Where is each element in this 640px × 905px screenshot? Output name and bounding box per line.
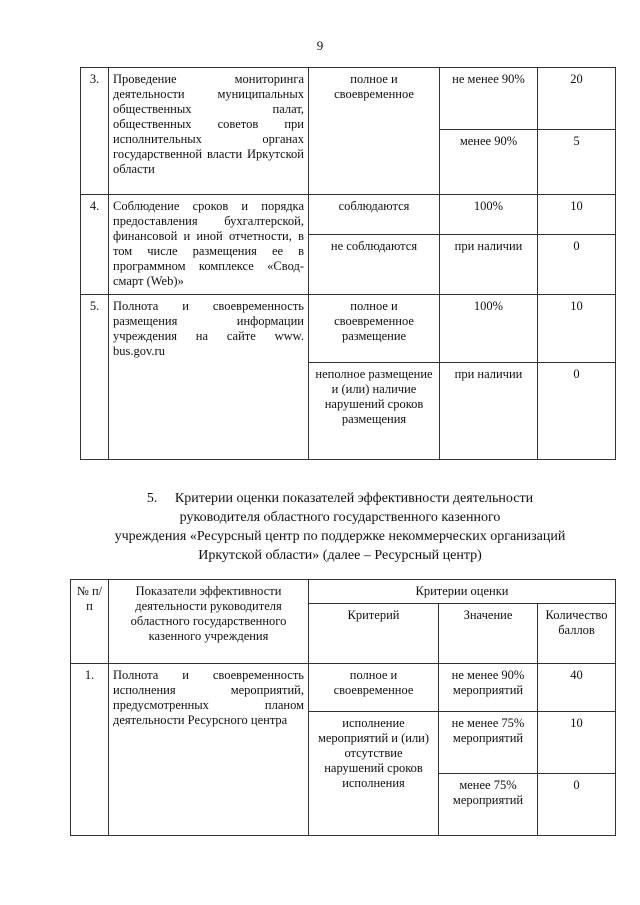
value-cell: 100% (440, 195, 538, 235)
criterion-cell: полное и своевременное размещение (309, 295, 440, 363)
value-cell: 100% (440, 295, 538, 363)
table-row (71, 664, 616, 712)
header-row (71, 580, 616, 604)
criterion-cell: полное и своевременное (309, 664, 439, 712)
section-heading-line: 5. Критерии оценки показателей эффективности деятельности (146, 491, 534, 506)
value-cell: менее 75% мероприятий (439, 774, 538, 836)
points-cell: 0 (538, 363, 616, 460)
points-cell: 10 (538, 295, 616, 363)
criterion-cell: исполнение мероприятий и (или) отсутствие нарушений сроков исполнения (309, 712, 439, 836)
points-cell: 10 (538, 195, 616, 235)
row-number: 5. (81, 295, 109, 460)
table-row (81, 195, 616, 235)
indicator-text: Полнота и своевременность размещения информации учреждения на сайте www. bus.gov.ru (109, 295, 309, 460)
page-number: 9 (316, 38, 324, 53)
header-indicator: Показатели эффективности деятельности руководителя областного государственного казенного учреждения (109, 580, 309, 664)
header-points: Количество баллов (538, 604, 616, 664)
section-heading-line: руководителя областного государственного казенного (179, 510, 501, 525)
indicator-text: Полнота и своевременность исполнения мероприятий, предусмотренных планом деятельности Ресурсного центра (109, 664, 309, 836)
section-heading-line: Иркутской области» (далее – Ресурсный центр) (198, 548, 482, 563)
header-criterion: Критерий (309, 604, 439, 664)
section-heading (60, 489, 620, 565)
value-cell: при наличии (440, 235, 538, 295)
criterion-cell: полное и своевременное (309, 68, 440, 195)
row-number: 1. (71, 664, 109, 836)
criteria-table-resource-center (70, 579, 616, 836)
value-cell: не менее 90% мероприятий (439, 664, 538, 712)
row-number: 3. (81, 68, 109, 195)
points-cell: 0 (538, 235, 616, 295)
table-row (81, 68, 616, 130)
value-cell: не менее 90% (440, 68, 538, 130)
header-criteria-group: Критерии оценки (309, 580, 616, 604)
criterion-cell: соблюдаются (309, 195, 440, 235)
criterion-cell: неполное размещение и (или) наличие нарушений сроков размещения (309, 363, 440, 460)
value-cell: при наличии (440, 363, 538, 460)
criterion-cell: не соблюдаются (309, 235, 440, 295)
criteria-table-continued (80, 67, 616, 460)
points-cell: 5 (538, 130, 616, 195)
value-cell: менее 90% (440, 130, 538, 195)
indicator-text: Проведение мониторинга деятельности муниципальных общественных палат, общественных советов при исполнительных органах государственной власти Иркутской области (109, 68, 309, 195)
indicator-text: Соблюдение сроков и порядка предоставления бухгалтерской, финансовой и иной отчетности, в том числе размещения ее в программном комплексе «Свод-смарт (Web)» (109, 195, 309, 295)
row-number: 4. (81, 195, 109, 295)
points-cell: 40 (538, 664, 616, 712)
points-cell: 10 (538, 712, 616, 774)
header-value: Значение (439, 604, 538, 664)
points-cell: 0 (538, 774, 616, 836)
value-cell: не менее 75% мероприятий (439, 712, 538, 774)
header-number: № п/п (71, 580, 109, 664)
table-row (81, 295, 616, 363)
points-cell: 20 (538, 68, 616, 130)
section-heading-line: учреждения «Ресурсный центр по поддержке некоммерческих организаций (114, 529, 566, 544)
